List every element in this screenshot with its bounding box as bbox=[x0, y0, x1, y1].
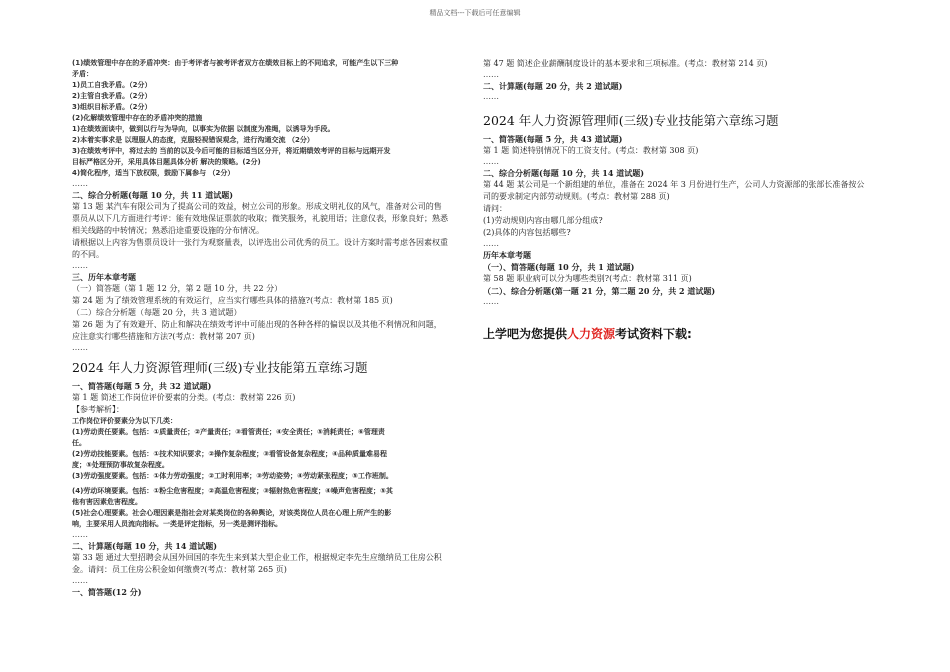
question-text: 相关线路的中转情况；熟悉沿途重要设施的分布情况。 bbox=[72, 226, 264, 235]
answer-line: 3)在绩效考评中，将过去的 当前的以及今后可能的目标适当区分开，将近期绩效考评的目标与远期开发 bbox=[72, 147, 391, 155]
answer-line: 2)本着实事求是 以理服人的态度，克服轻视错误观念，进行沟通交流 （2分） bbox=[72, 136, 314, 144]
question-text: 第 58 题 职业病可以分为哪些类别?(考点：教材第 311 页) bbox=[483, 274, 692, 283]
answer-line: (3)劳动强度要素。包括：①体力劳动强度；②工时利用率；③劳动姿势；④劳动紧张程度；⑤工作班制。 bbox=[72, 472, 393, 480]
right-column bbox=[483, 58, 883, 343]
ellipsis: …… bbox=[483, 239, 499, 248]
subsection-title: （一）、简答题(每题 10 分，共 1 道试题) bbox=[483, 262, 635, 272]
promo-highlight: 人力资源 bbox=[567, 327, 616, 341]
section-title: 一、简答题(每题 5 分，共 43 道试题) bbox=[483, 134, 623, 144]
answer-line: (1)劳动责任要素。包括：①质量责任；②产量责任；③看管责任；④安全责任；⑤消耗责任；⑥管理责 bbox=[72, 428, 385, 436]
ellipsis: …… bbox=[483, 92, 499, 101]
answer-line: 4)简化程序，适当下放权限，鼓励下属参与 （2分） bbox=[72, 169, 235, 177]
question-item: (1)劳动规则内容由哪几部分组成? bbox=[483, 216, 603, 225]
promo-banner bbox=[483, 325, 883, 343]
answer-line: (4)劳动环境要素。包括：①粉尘危害程度；②高温危害程度；③辐射热危害程度；④噪声危害程度；⑤其 bbox=[72, 487, 393, 495]
answer-line: 目标严格区分开，采用具体目题具体分析 解决的策略。(2分) bbox=[72, 158, 261, 166]
ellipsis: …… bbox=[483, 70, 499, 79]
section-title: 二、综合分析题(每题 10 分，共 11 道试题) bbox=[72, 190, 233, 200]
reference-label: 【参考解析】： bbox=[72, 405, 124, 414]
answer-line: 3)组织目标矛盾。（2分） bbox=[72, 103, 152, 111]
left-column bbox=[72, 58, 474, 598]
answer-line: 响，主要采用人员流向指标。一类是评定指标，另一类是测评指标。 bbox=[72, 520, 282, 528]
question-text: 请根据以上内容为售票员设计一张行为观察量表，以评选出公司优秀的员工。设计方案时需考虑各因素权重 bbox=[72, 238, 448, 247]
ellipsis: …… bbox=[483, 297, 499, 306]
question-item: (2)具体的内容包括哪些? bbox=[483, 228, 571, 237]
answer-line: (2)化解绩效管理中存在的矛盾冲突的措施 bbox=[72, 114, 203, 122]
section-title: 二、综合分析题(每题 10 分，共 14 道试题) bbox=[483, 168, 644, 178]
ellipsis: …… bbox=[72, 530, 88, 539]
question-text: 的不同。 bbox=[72, 250, 104, 259]
answer-line: 矛盾： bbox=[72, 70, 93, 78]
section-title: 一、简答题(12 分) bbox=[72, 587, 142, 597]
section-title: 二、计算题(每题 10 分，共 14 道试题) bbox=[72, 541, 217, 551]
question-text: 第 13 题 某汽车有限公司为了提高公司的效益，树立公司的形象。形成文明礼仪的风气，准备对公司的售 bbox=[72, 202, 442, 211]
ellipsis: …… bbox=[72, 343, 88, 352]
section-title: 三、历年本章考题 bbox=[72, 272, 136, 282]
section-title: 二、计算题(每题 20 分，共 2 道试题) bbox=[483, 81, 623, 91]
answer-line: 1)在绩效面谈中，做到以行与为导向，以事实为依据 以制度为准绳，以诱导为手段。 bbox=[72, 125, 335, 133]
answer-line: (2)劳动技能要素。包括：①技术知识要求；②操作复杂程度；③看管设备复杂程度；④品种质量难易程 bbox=[72, 450, 387, 458]
section-title: 一、简答题(每题 5 分，共 32 道试题) bbox=[72, 381, 212, 391]
ellipsis: …… bbox=[72, 179, 88, 188]
ellipsis: …… bbox=[72, 261, 88, 270]
subsection-title: （二）综合分析题（每题 20 分，共 3 道试题） bbox=[72, 308, 242, 317]
ellipsis: …… bbox=[72, 576, 88, 585]
chapter6-title: 2024 年人力资源管理师(三级)专业技能第六章练习题 bbox=[483, 113, 779, 128]
question-text: 第 26 题 为了有效避开、防止和解决在绩效考评中可能出现的各种各样的偏误以及其他不利情况和问题， bbox=[72, 320, 442, 329]
promo-text: 考试资料下载: bbox=[615, 327, 692, 341]
question-text: 第 33 题 通过大型招聘会从国外回国的李先生来到某大型企业工作，根据规定李先生应缴纳员工住房公积 bbox=[72, 553, 442, 562]
question-text: 第 1 题 简述特别情况下的工资支付。(考点：教材第 308 页) bbox=[483, 146, 699, 155]
question-text: 第 47 题 简述企业薪酬制度设计的基本要求和三项标准。(考点：教材第 214 页) bbox=[483, 59, 768, 68]
question-text: 第 44 题 某公司是一个新组建的单位，准备在 2024 年 3 月份进行生产，公司人力资源部的张部长准备按公 bbox=[483, 180, 865, 189]
chapter5-title: 2024 年人力资源管理师(三级)专业技能第五章练习题 bbox=[72, 360, 368, 375]
question-text: 应注意实行哪些措施和方法?(考点：教材第 207 页) bbox=[72, 332, 255, 341]
answer-blur-block bbox=[72, 416, 474, 530]
question-text: 金。请问：员工住房公积金如何缴费?(考点：教材第 265 页) bbox=[72, 565, 287, 574]
promo-text: 上学吧为您提供 bbox=[483, 327, 568, 341]
answer-line: (1)绩效管理中存在的矛盾冲突：由于考评者与被考评者双方在绩效目标上的不同追求，可能产生以下三种 bbox=[72, 59, 399, 67]
question-text: 票员从以下几方面进行考评：能有效地保证票款的收取；微笑服务，礼貌用语；注意仪表，形象良好；熟悉 bbox=[72, 214, 448, 223]
subsection-title: （一）简答题（第 1 题 12 分，第 2 题 10 分，共 22 分） bbox=[72, 284, 283, 293]
answer-line: 1)员工自我矛盾。（2分） bbox=[72, 81, 152, 89]
subsection-title: （二）、综合分析题(第一题 21 分，第二题 20 分，共 2 道试题) bbox=[483, 286, 716, 296]
question-text: 第 24 题 为了绩效管理系统的有效运行，应当实行哪些具体的措施?(考点：教材第 185 页) bbox=[72, 296, 393, 305]
page-watermark: 精品文档---下载后可任意编辑 bbox=[429, 9, 521, 17]
answer-line: 他有害因素危害程度。 bbox=[72, 498, 142, 506]
answer-line: 2)主管自我矛盾。（2分） bbox=[72, 92, 152, 100]
section-title: 历年本章考题 bbox=[483, 250, 531, 260]
answer-line: 任。 bbox=[72, 439, 86, 447]
answer-line: 度；⑤处理预防事故复杂程度。 bbox=[72, 461, 169, 469]
answer-line: (5)社会心理要素。社会心理因素是指社会对某类岗位的各种舆论，对该类岗位人员在心理上所产生的影 bbox=[72, 509, 392, 517]
question-text: 第 1 题 简述工作岗位评价要素的分类。(考点：教材第 226 页) bbox=[72, 393, 296, 402]
question-text: 司的要求制定内部劳动规则。(考点：教材第 288 页) bbox=[483, 192, 670, 201]
question-prompt: 请问： bbox=[483, 204, 507, 213]
ellipsis: …… bbox=[483, 157, 499, 166]
answer-blur-block bbox=[72, 58, 474, 179]
answer-line: 工作岗位评价要素分为以下几类： bbox=[72, 417, 177, 425]
